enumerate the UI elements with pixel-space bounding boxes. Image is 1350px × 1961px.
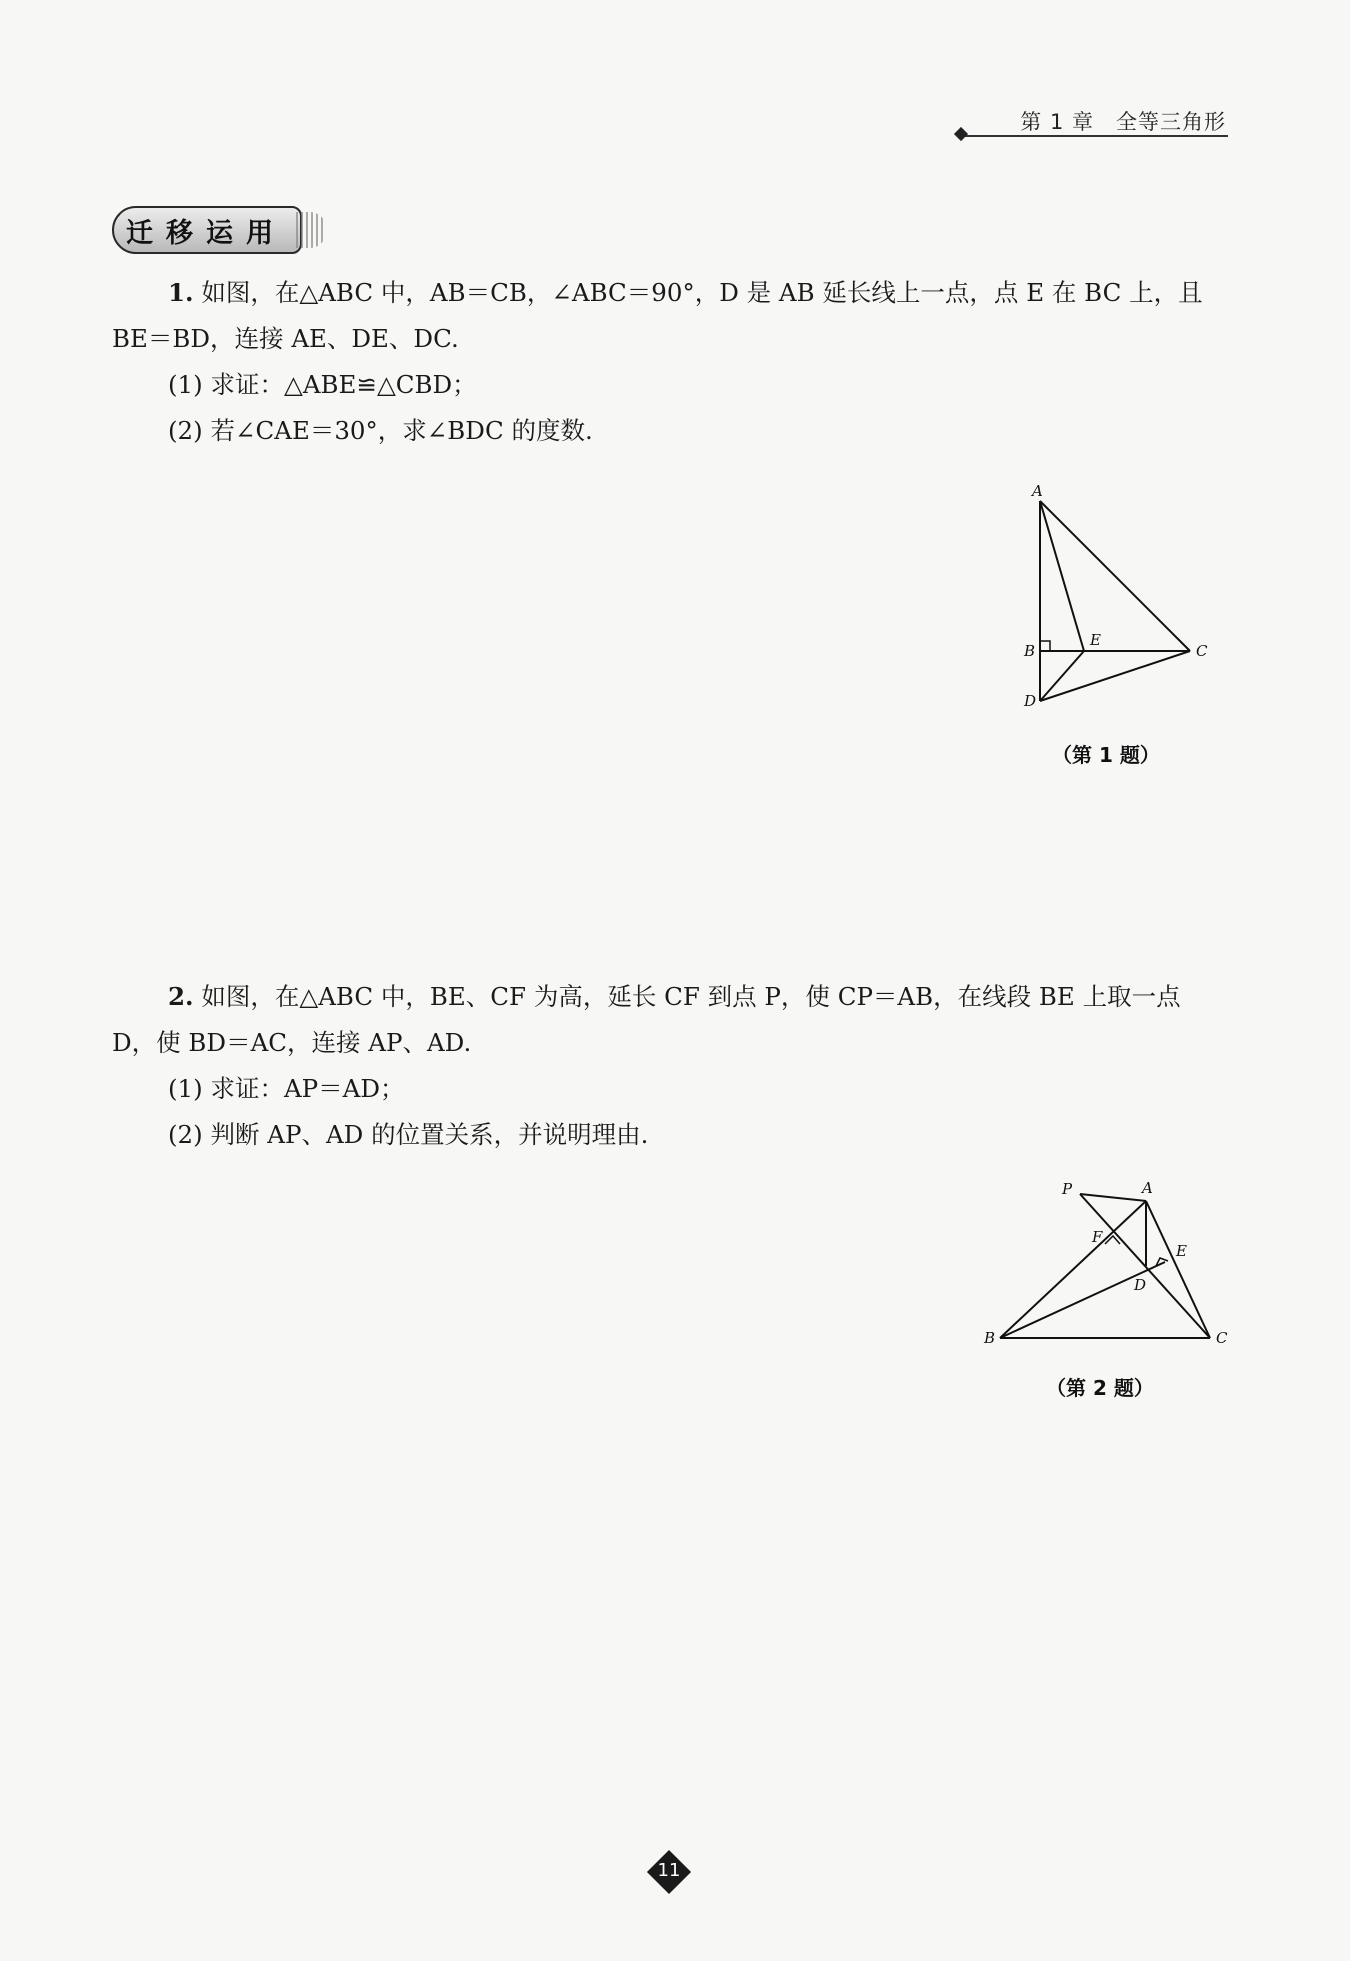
problem-2-stem-text: 如图，在△ABC 中，BE、CF 为高，延长 CF 到点 P，使 CP＝AB，在线段 BE 上取一点	[201, 982, 1181, 1011]
problem-1-stem-text: 如图，在△ABC 中，AB＝CB，∠ABC＝90°，D 是 AB 延长线上一点，点 E 在 BC 上，且	[201, 278, 1203, 307]
label-C: C	[1196, 642, 1208, 660]
problem-2-part-2: (2) 判断 AP、AD 的位置关系，并说明理由.	[168, 1120, 649, 1149]
header-rule	[964, 135, 1228, 137]
label-D: D	[1024, 692, 1037, 710]
section-title: 迁移运用	[126, 218, 286, 249]
problem-1	[112, 270, 1228, 454]
figure-2	[980, 1178, 1240, 1348]
segment-AP	[1080, 1194, 1146, 1201]
problem-1-stem-line-2: BE＝BD，连接 AE、DE、DC.	[112, 324, 459, 353]
problem-2-number: 2.	[168, 982, 194, 1011]
label-A: A	[1032, 482, 1043, 500]
problem-2	[112, 974, 1228, 1158]
segment-BE	[1000, 1262, 1165, 1338]
segment-BA	[1000, 1201, 1146, 1338]
section-badge-stripes	[296, 212, 326, 248]
label-B: B	[984, 1329, 996, 1347]
label-E: E	[1176, 1242, 1187, 1260]
problem-1-part-2: (2) 若∠CAE＝30°，求∠BDC 的度数.	[168, 416, 593, 445]
label-F: F	[1092, 1228, 1103, 1246]
label-C: C	[1216, 1329, 1228, 1347]
problem-1-number: 1.	[168, 278, 194, 307]
figure-1-diagram	[1010, 478, 1230, 718]
header-diamond-icon	[954, 127, 968, 141]
page-number-text: 11	[657, 1860, 681, 1881]
problem-1-stem-line-1	[112, 270, 1228, 316]
problem-1-part-1: (1) 求证：△ABE≌△CBD；	[168, 370, 477, 399]
label-P: P	[1062, 1180, 1073, 1198]
problem-2-stem-line-2: D，使 BD＝AC，连接 AP、AD.	[112, 1028, 472, 1057]
figure-1	[1010, 478, 1230, 718]
problem-2-part-1: (1) 求证：AP＝AD；	[168, 1074, 405, 1103]
label-B: B	[1024, 642, 1036, 660]
problem-2-stem-line-1	[112, 974, 1228, 1020]
figure-2-diagram	[980, 1178, 1240, 1348]
label-A: A	[1142, 1179, 1153, 1197]
chapter-header: 第 1 章 全等三角形	[1020, 110, 1226, 134]
figure-1-caption: （第 1 题）	[1052, 743, 1160, 767]
segment-AC	[1146, 1201, 1210, 1338]
page-number	[649, 1852, 689, 1892]
section-badge	[112, 206, 326, 254]
label-E: E	[1090, 631, 1101, 649]
right-angle-mark-B	[1040, 641, 1050, 651]
label-D: D	[1134, 1276, 1147, 1294]
figure-2-caption: （第 2 题）	[1046, 1376, 1154, 1400]
